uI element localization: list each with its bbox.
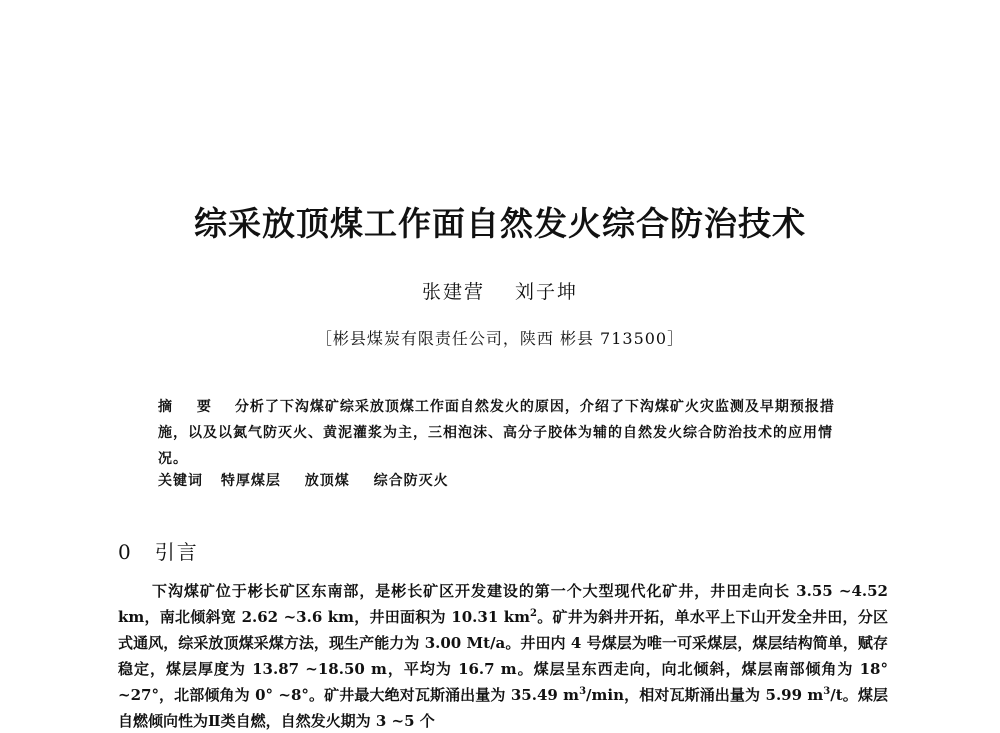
superscript: 2 (530, 608, 537, 619)
keywords (158, 470, 858, 490)
paper-affiliation: ［彬县煤炭有限责任公司，陕西 彬县 713500］ (315, 329, 685, 348)
keywords-label: 关键词 (158, 473, 203, 489)
keyword-item: 综合防灭火 (373, 473, 449, 489)
abstract (158, 394, 858, 472)
superscript: 3 (823, 686, 831, 697)
body-text-part: /t。煤层自燃倾向性为Ⅱ类自燃，自然发火期为 3 ~5 个 (118, 686, 888, 730)
body-text-part: 下沟煤矿位于彬长矿区东南部，是彬长矿区开发建设的第一个大型现代化矿井，井田走向长 3.55 ~4.52 km，南北倾斜宽 2.62 ~3.6 km，井田面积为 10.31 km (118, 582, 888, 626)
keyword-item: 特厚煤层 (220, 473, 281, 489)
paper-title: 综采放顶煤工作面自然发火综合防治技术 (194, 204, 806, 243)
body-text-part: 。矿井为斜井开拓，单水平上下山开发全井田，分区式通风，综采放顶煤采煤方法，现生产能力为 3.00 Mt/a。井田内 4 号煤层为唯一可采煤层，煤层结构简单，赋存稳定，煤层厚度为 13.87 ~18.50 m，平均为 16.7 m。煤层呈东西走向，向北倾斜，煤层南部倾角为 18° ~27°，北部倾角为 0° ~8°。矿井最大绝对瓦斯涌出量为 35.49 m (118, 608, 888, 704)
body-paragraph (118, 578, 888, 733)
abstract-text: 分析了下沟煤矿综采放顶煤工作面自然发火的原因，介绍了下沟煤矿火灾监测及早期预报措施，以及以氮气防灭火、黄泥灌浆为主，三相泡沫、高分子胶体为辅的自然发火综合防治技术的应用情况。 (158, 399, 835, 467)
paper-authors: 张建营 刘子坤 (421, 281, 579, 303)
section-title: 引言 (154, 540, 199, 564)
keyword-item: 放顶煤 (304, 473, 350, 489)
body-text-part: /min，相对瓦斯涌出量为 5.99 m (586, 686, 824, 704)
abstract-label: 摘 要 (158, 399, 221, 415)
section-heading (118, 536, 199, 565)
section-number: 0 (118, 540, 133, 564)
superscript: 3 (579, 686, 587, 697)
